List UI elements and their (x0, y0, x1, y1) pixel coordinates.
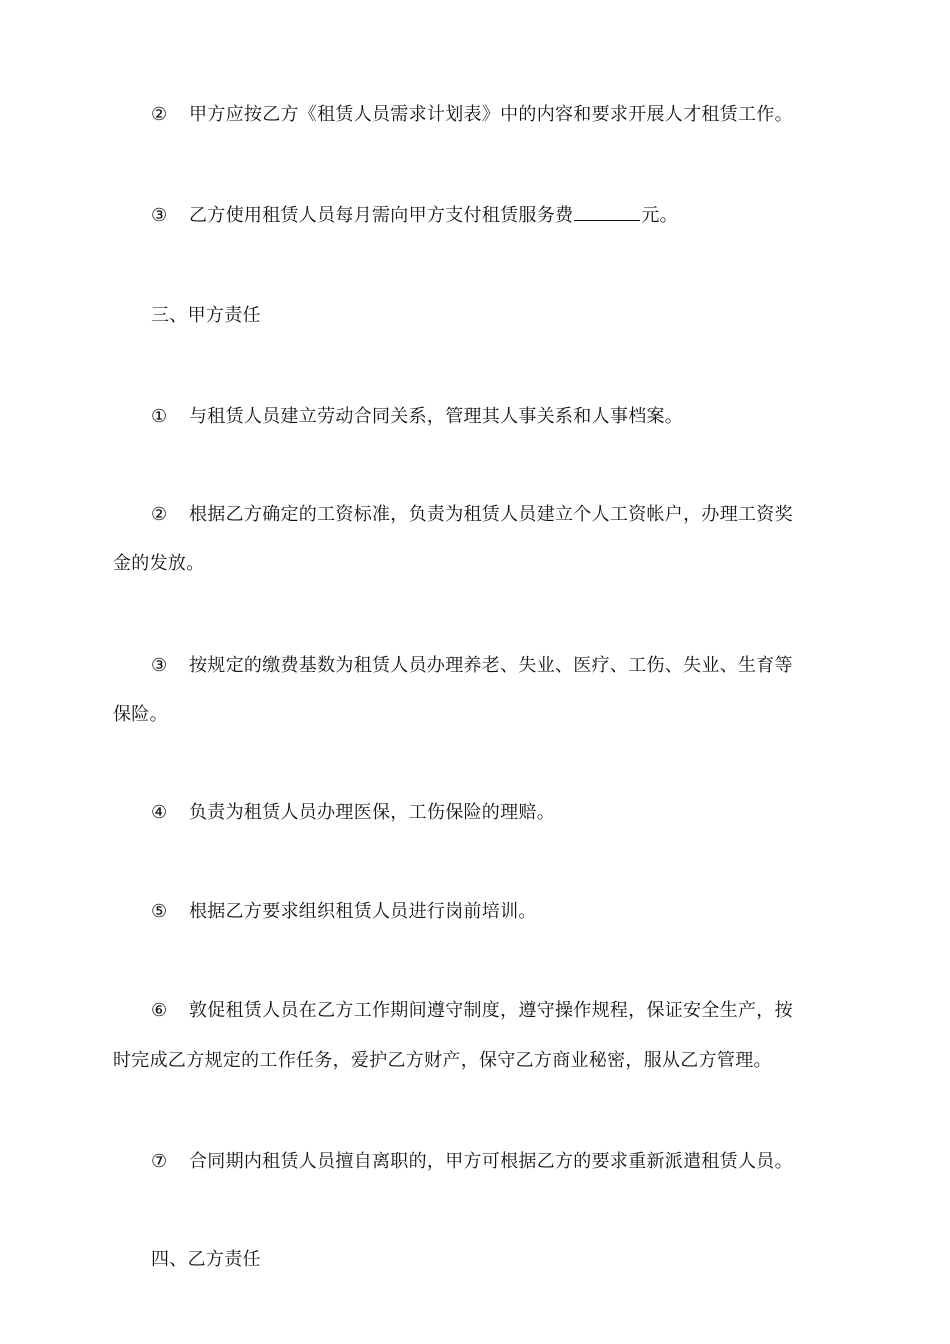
item-number: ⑤ (151, 901, 168, 922)
paragraph-supervision-line2: 时完成乙方规定的工作任务，爱护乙方财产，保守乙方商业秘密，服从乙方管理。 (113, 1050, 772, 1071)
paragraph-text: 与租赁人员建立劳动合同关系，管理其人事关系和人事档案。 (189, 406, 684, 427)
paragraph-supervision-line1 (113, 998, 876, 1024)
section-heading-party-a: 三、甲方责任 (151, 305, 261, 326)
paragraph-insurance-line2: 保险。 (113, 704, 168, 725)
paragraph-text: 元。 (641, 205, 678, 226)
item-number: ③ (151, 655, 168, 676)
item-number: ⑦ (151, 1151, 168, 1172)
paragraph-claims (113, 800, 876, 826)
paragraph-text: 按规定的缴费基数为租赁人员办理养老、失业、医疗、工伤、失业、生育等 (189, 655, 793, 676)
item-number: ② (151, 104, 168, 125)
item-number: ② (151, 504, 168, 525)
item-number: ④ (151, 802, 168, 823)
paragraph-text: 负责为租赁人员办理医保，工伤保险的理赔。 (189, 802, 555, 823)
paragraph-text: 根据乙方要求组织租赁人员进行岗前培训。 (189, 901, 537, 922)
fee-blank-field (574, 203, 640, 221)
paragraph-text: 根据乙方确定的工资标准，负责为租赁人员建立个人工资帐户，办理工资奖 (189, 504, 793, 525)
paragraph-text: 乙方使用租赁人员每月需向甲方支付租赁服务费 (189, 205, 574, 226)
paragraph-text: 合同期内租赁人员擅自离职的，甲方可根据乙方的要求重新派遣租赁人员。 (189, 1151, 793, 1172)
item-number: ① (151, 406, 168, 427)
paragraph-salary-line1 (113, 502, 876, 528)
paragraph-labor-contract (113, 404, 876, 430)
paragraph-requirements (113, 102, 876, 128)
paragraph-text: 敦促租赁人员在乙方工作期间遵守制度，遵守操作规程，保证安全生产，按 (189, 1000, 793, 1021)
item-number: ⑥ (151, 1000, 168, 1021)
paragraph-training (113, 899, 876, 925)
paragraph-insurance-line1 (113, 653, 876, 679)
section-heading-party-b: 四、乙方责任 (151, 1249, 261, 1270)
paragraph-service-fee (113, 203, 876, 229)
item-number: ③ (151, 205, 168, 226)
paragraph-text: 甲方应按乙方《租赁人员需求计划表》中的内容和要求开展人才租赁工作。 (189, 104, 793, 125)
paragraph-redispatch (113, 1149, 876, 1175)
paragraph-salary-line2: 金的发放。 (113, 553, 205, 574)
